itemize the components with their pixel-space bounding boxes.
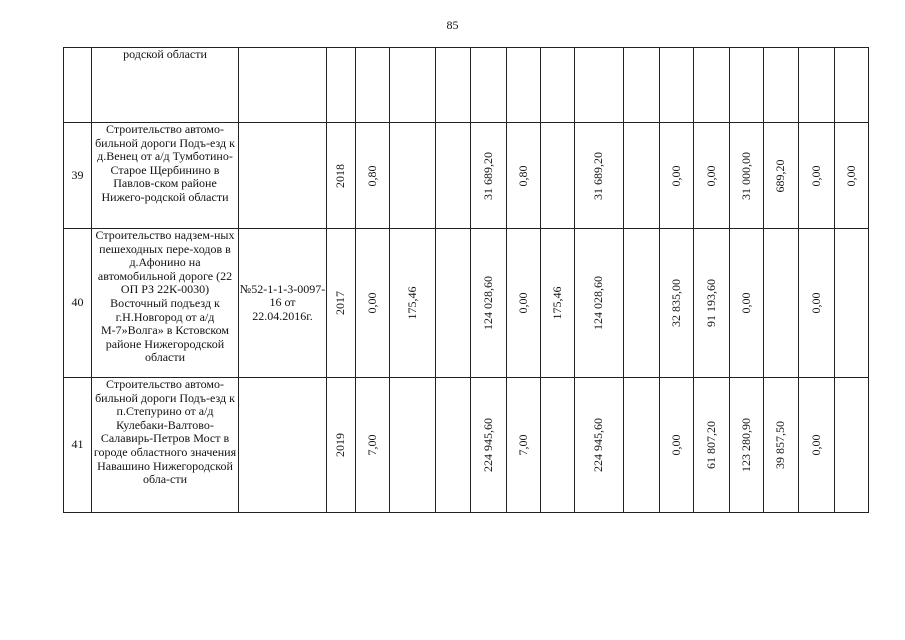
value-cell xyxy=(436,229,471,378)
value-cell xyxy=(575,378,624,513)
value-cell xyxy=(471,378,507,513)
object-table xyxy=(63,47,869,513)
cell-value: 0,00 xyxy=(364,292,379,314)
value-cell xyxy=(764,123,799,229)
value-cell xyxy=(390,378,436,513)
page-number: 85 xyxy=(446,18,459,32)
cell-value: 2019 xyxy=(333,433,348,457)
expertise-document: №52-1-1-3-0097-16 от 22.04.2016г. xyxy=(239,229,327,378)
value-cell xyxy=(390,229,436,378)
value-cell xyxy=(575,123,624,229)
cell-value: 0,80 xyxy=(515,165,530,186)
cell-value: 32 835,00 xyxy=(668,279,683,327)
cell-value: 175,46 xyxy=(549,286,564,320)
cell-value: 124 028,60 xyxy=(480,276,495,330)
value-cell xyxy=(327,123,356,229)
value-cell xyxy=(835,229,869,378)
object-name: родской области xyxy=(92,48,239,123)
value-cell xyxy=(730,229,764,378)
value-cell xyxy=(507,229,541,378)
table-row xyxy=(64,378,869,513)
table-row xyxy=(64,123,869,229)
value-cell xyxy=(471,48,507,123)
cell-value: 0,00 xyxy=(703,165,718,186)
value-cell xyxy=(507,378,541,513)
value-cell xyxy=(660,229,694,378)
cell-value: 91 193,60 xyxy=(703,279,718,327)
value-cell xyxy=(694,123,730,229)
value-cell xyxy=(436,123,471,229)
value-cell xyxy=(356,48,390,123)
value-cell xyxy=(764,378,799,513)
value-cell xyxy=(507,48,541,123)
value-cell xyxy=(835,378,869,513)
cell-value: 0,00 xyxy=(668,165,683,186)
value-cell xyxy=(575,48,624,123)
value-cell xyxy=(660,123,694,229)
value-cell xyxy=(799,48,835,123)
value-cell xyxy=(835,48,869,123)
cell-value: 31 000,00 xyxy=(738,151,753,200)
value-cell xyxy=(799,378,835,513)
cell-value: 224 945,60 xyxy=(591,418,606,472)
cell-value: 175,46 xyxy=(404,286,419,320)
value-cell xyxy=(730,48,764,123)
cell-value: 0,00 xyxy=(668,434,683,456)
value-cell xyxy=(694,229,730,378)
value-cell xyxy=(764,48,799,123)
value-cell xyxy=(660,378,694,513)
cell-value: 689,20 xyxy=(773,159,788,192)
value-cell xyxy=(327,378,356,513)
value-cell xyxy=(624,378,660,513)
cell-value: 224 945,60 xyxy=(480,418,495,472)
value-cell xyxy=(541,229,575,378)
value-cell xyxy=(799,123,835,229)
cell-value: 7,00 xyxy=(364,434,379,456)
value-cell xyxy=(575,229,624,378)
cell-value: 0,00 xyxy=(808,292,823,314)
cell-value: 0,00 xyxy=(808,165,823,186)
value-cell xyxy=(390,48,436,123)
cell-value: 2018 xyxy=(333,163,348,188)
value-cell xyxy=(356,123,390,229)
value-cell xyxy=(436,378,471,513)
cell-value: 0,00 xyxy=(515,292,530,314)
row-number: 39 xyxy=(64,123,92,229)
expertise-document xyxy=(239,123,327,229)
row-number xyxy=(64,48,92,123)
value-cell xyxy=(356,229,390,378)
cell-value: 124 028,60 xyxy=(591,276,606,330)
cell-value: 61 807,20 xyxy=(703,421,718,469)
cell-value: 31 689,20 xyxy=(591,151,606,200)
cell-value: 2017 xyxy=(333,291,348,315)
value-cell xyxy=(624,229,660,378)
cell-value: 0,80 xyxy=(364,165,379,186)
cell-value: 31 689,20 xyxy=(480,151,495,200)
value-cell xyxy=(541,48,575,123)
value-cell xyxy=(694,48,730,123)
expertise-document xyxy=(239,378,327,513)
expertise-document xyxy=(239,48,327,123)
value-cell xyxy=(507,123,541,229)
cell-value: 0,00 xyxy=(843,165,858,186)
value-cell xyxy=(624,123,660,229)
object-name: Строительство автомо-бильной дороги Подъ-езд к п.Степурино от а/д Кулебаки-Валтово-Салавирь-Петров Мост в городе областного значения Навашино Нижегородской обла-сти xyxy=(92,378,239,513)
cell-value: 123 280,90 xyxy=(738,418,753,472)
value-cell xyxy=(835,123,869,229)
value-cell xyxy=(471,123,507,229)
value-cell xyxy=(694,378,730,513)
value-cell xyxy=(327,48,356,123)
object-name: Строительство надзем-ных пешеходных пере-ходов в д.Афонино на автомобильной дороге (22 ОП РЗ 22К-0030) Восточный подъезд к г.Н.Новгород от а/д М-7»Волга» в Кстовском районе Нижегородской области xyxy=(92,229,239,378)
value-cell xyxy=(541,378,575,513)
value-cell xyxy=(436,48,471,123)
value-cell xyxy=(764,229,799,378)
value-cell xyxy=(356,378,390,513)
value-cell xyxy=(471,229,507,378)
value-cell xyxy=(541,123,575,229)
value-cell xyxy=(390,123,436,229)
value-cell xyxy=(730,378,764,513)
row-number: 41 xyxy=(64,378,92,513)
cell-value: 0,00 xyxy=(808,434,823,456)
table-row xyxy=(64,229,869,378)
row-number: 40 xyxy=(64,229,92,378)
object-name: Строительство автомо-бильной дороги Подъ-езд к д.Венец от а/д Тумботино-Старое Щербинино в Павлов-ском районе Нижего-родской области xyxy=(92,123,239,229)
value-cell xyxy=(624,48,660,123)
cell-value: 0,00 xyxy=(738,292,753,314)
value-cell xyxy=(660,48,694,123)
value-cell xyxy=(730,123,764,229)
value-cell xyxy=(799,229,835,378)
table-row xyxy=(64,48,869,123)
cell-value: 7,00 xyxy=(515,434,530,456)
value-cell xyxy=(327,229,356,378)
cell-value: 39 857,50 xyxy=(773,421,788,469)
